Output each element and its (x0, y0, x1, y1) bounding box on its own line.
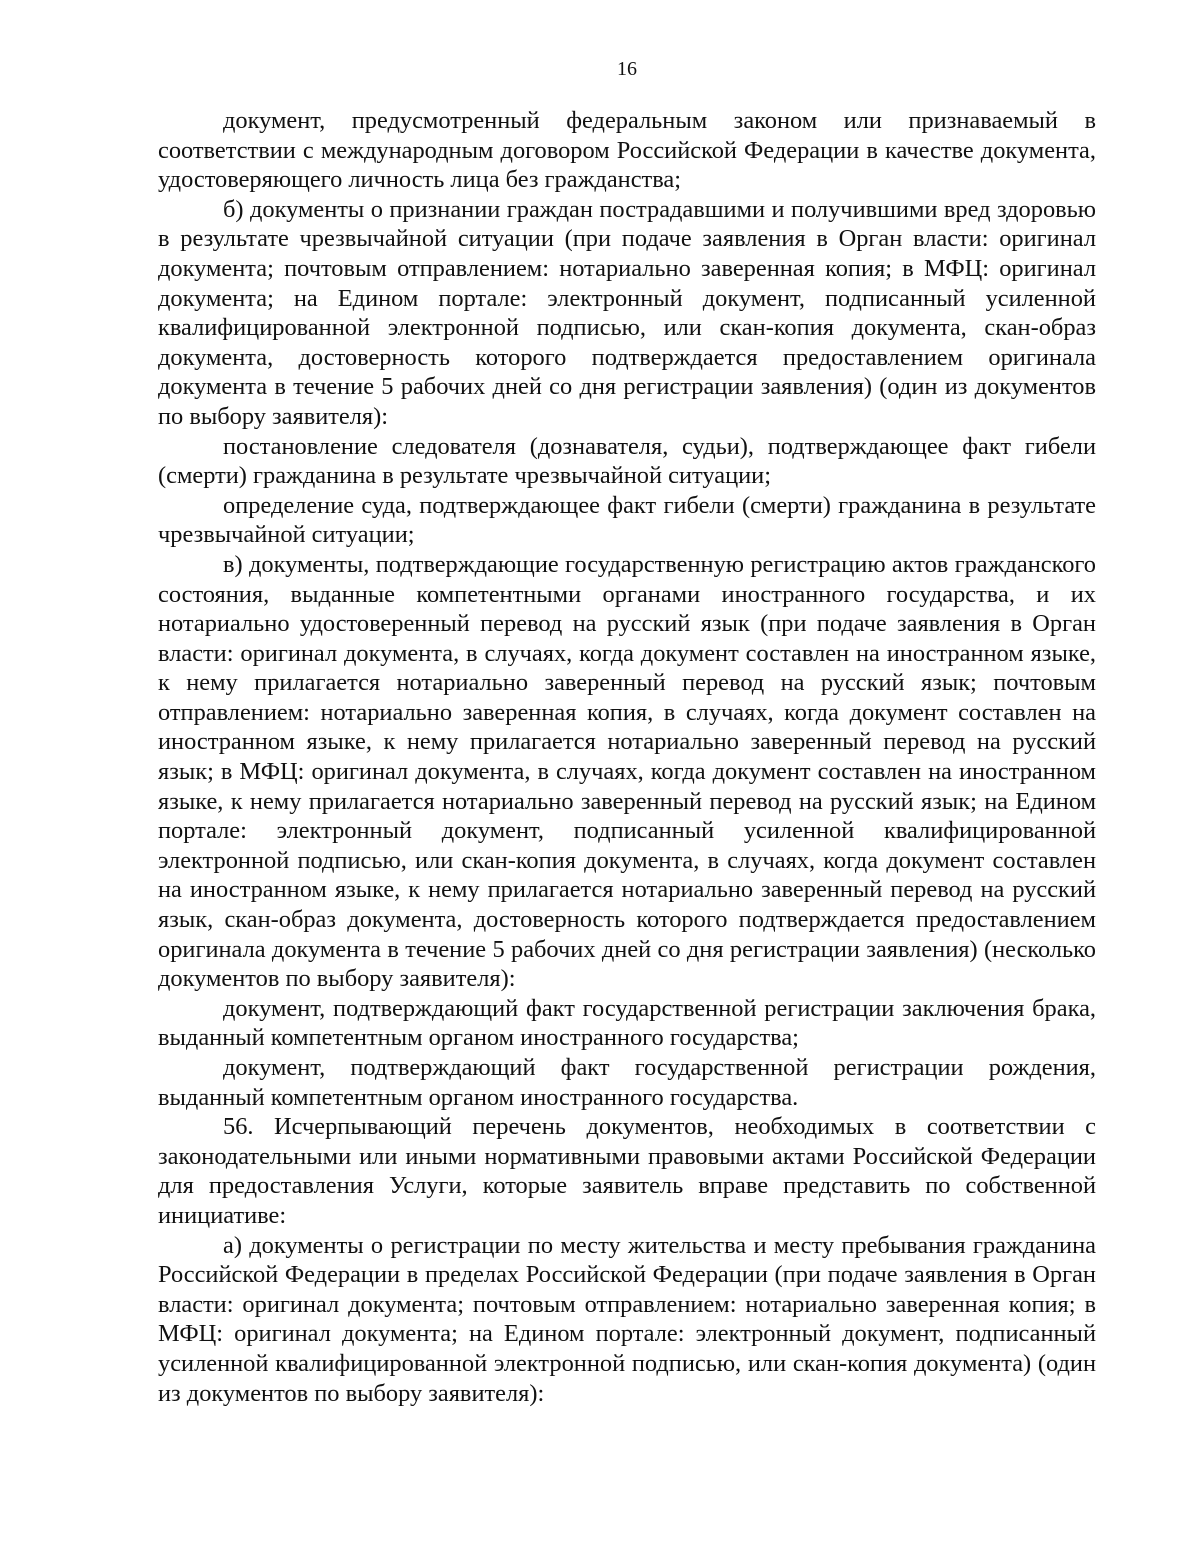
document-body (158, 106, 1096, 1408)
paragraph-5: в) документы, подтверждающие государственную регистрацию актов гражданского состояния, выданные компетентными органами иностранного государства, и их нотариально удостоверенный перевод на русский язык (при подаче заявления в Орган власти: оригинал документа, в случаях, когда документ составлен на иностранном языке, к нему прилагается нотариально заверенный перевод на русский язык; почтовым отправлением: нотариально заверенная копия, в случаях, когда документ составлен на иностранном языке, к нему прилагается нотариально заверенный перевод на русский язык; в МФЦ: оригинал документа, в случаях, когда документ составлен на иностранном языке, к нему прилагается нотариально заверенный перевод на русский язык; на Едином портале: электронный документ, подписанный усиленной квалифицированной электронной подписью, или скан-копия документа, в случаях, когда документ составлен на иностранном языке, к нему прилагается нотариально заверенный перевод на русский язык, скан-образ документа, достоверность которого подтверждается предоставлением оригинала документа в течение 5 рабочих дней со дня регистрации заявления) (несколько документов по выбору заявителя): (158, 550, 1096, 993)
paragraph-9: а) документы о регистрации по месту жительства и месту пребывания гражданина Российской Федерации в пределах Российской Федерации (при подаче заявления в Орган власти: оригинал документа; почтовым отправлением: нотариально заверенная копия; в МФЦ: оригинал документа; на Едином портале: электронный документ, подписанный усиленной квалифицированной электронной подписью, или скан-копия документа) (один из документов по выбору заявителя): (158, 1231, 1096, 1407)
paragraph-1: документ, предусмотренный федеральным законом или признаваемый в соответствии с международным договором Российской Федерации в качестве документа, удостоверяющего личность лица без гражданства; (158, 107, 1096, 194)
paragraph-2: б) документы о признании граждан пострадавшими и получившими вред здоровью в результате чрезвычайной ситуации (при подаче заявления в Орган власти: оригинал документа; почтовым отправлением: нотариально заверенная копия; в МФЦ: оригинал документа; на Едином портале: электронный документ, подписанный усиленной квалифицированной электронной подписью, или скан-копия документа, скан-образ документа, достоверность которого подтверждается предоставлением оригинала документа в течение 5 рабочих дней со дня регистрации заявления) (один из документов по выбору заявителя): (158, 195, 1096, 430)
paragraph-8: 56. Исчерпывающий перечень документов, необходимых в соответствии с законодательными или иными нормативными правовыми актами Российской Федерации для предоставления Услуги, которые заявитель вправе представить по собственной инициативе: (158, 1113, 1096, 1229)
paragraph-7: документ, подтверждающий факт государственной регистрации рождения, выданный компетентным органом иностранного государства. (158, 1054, 1096, 1111)
paragraph-3: постановление следователя (дознавателя, судьи), подтверждающее факт гибели (смерти) гражданина в результате чрезвычайной ситуации; (158, 432, 1096, 490)
page-number: 16 (617, 58, 637, 80)
paragraph-6: документ, подтверждающий факт государственной регистрации заключения брака, выданный компетентным органом иностранного государства; (158, 994, 1096, 1052)
paragraph-4: определение суда, подтверждающее факт гибели (смерти) гражданина в результате чрезвычайной ситуации; (158, 491, 1096, 549)
